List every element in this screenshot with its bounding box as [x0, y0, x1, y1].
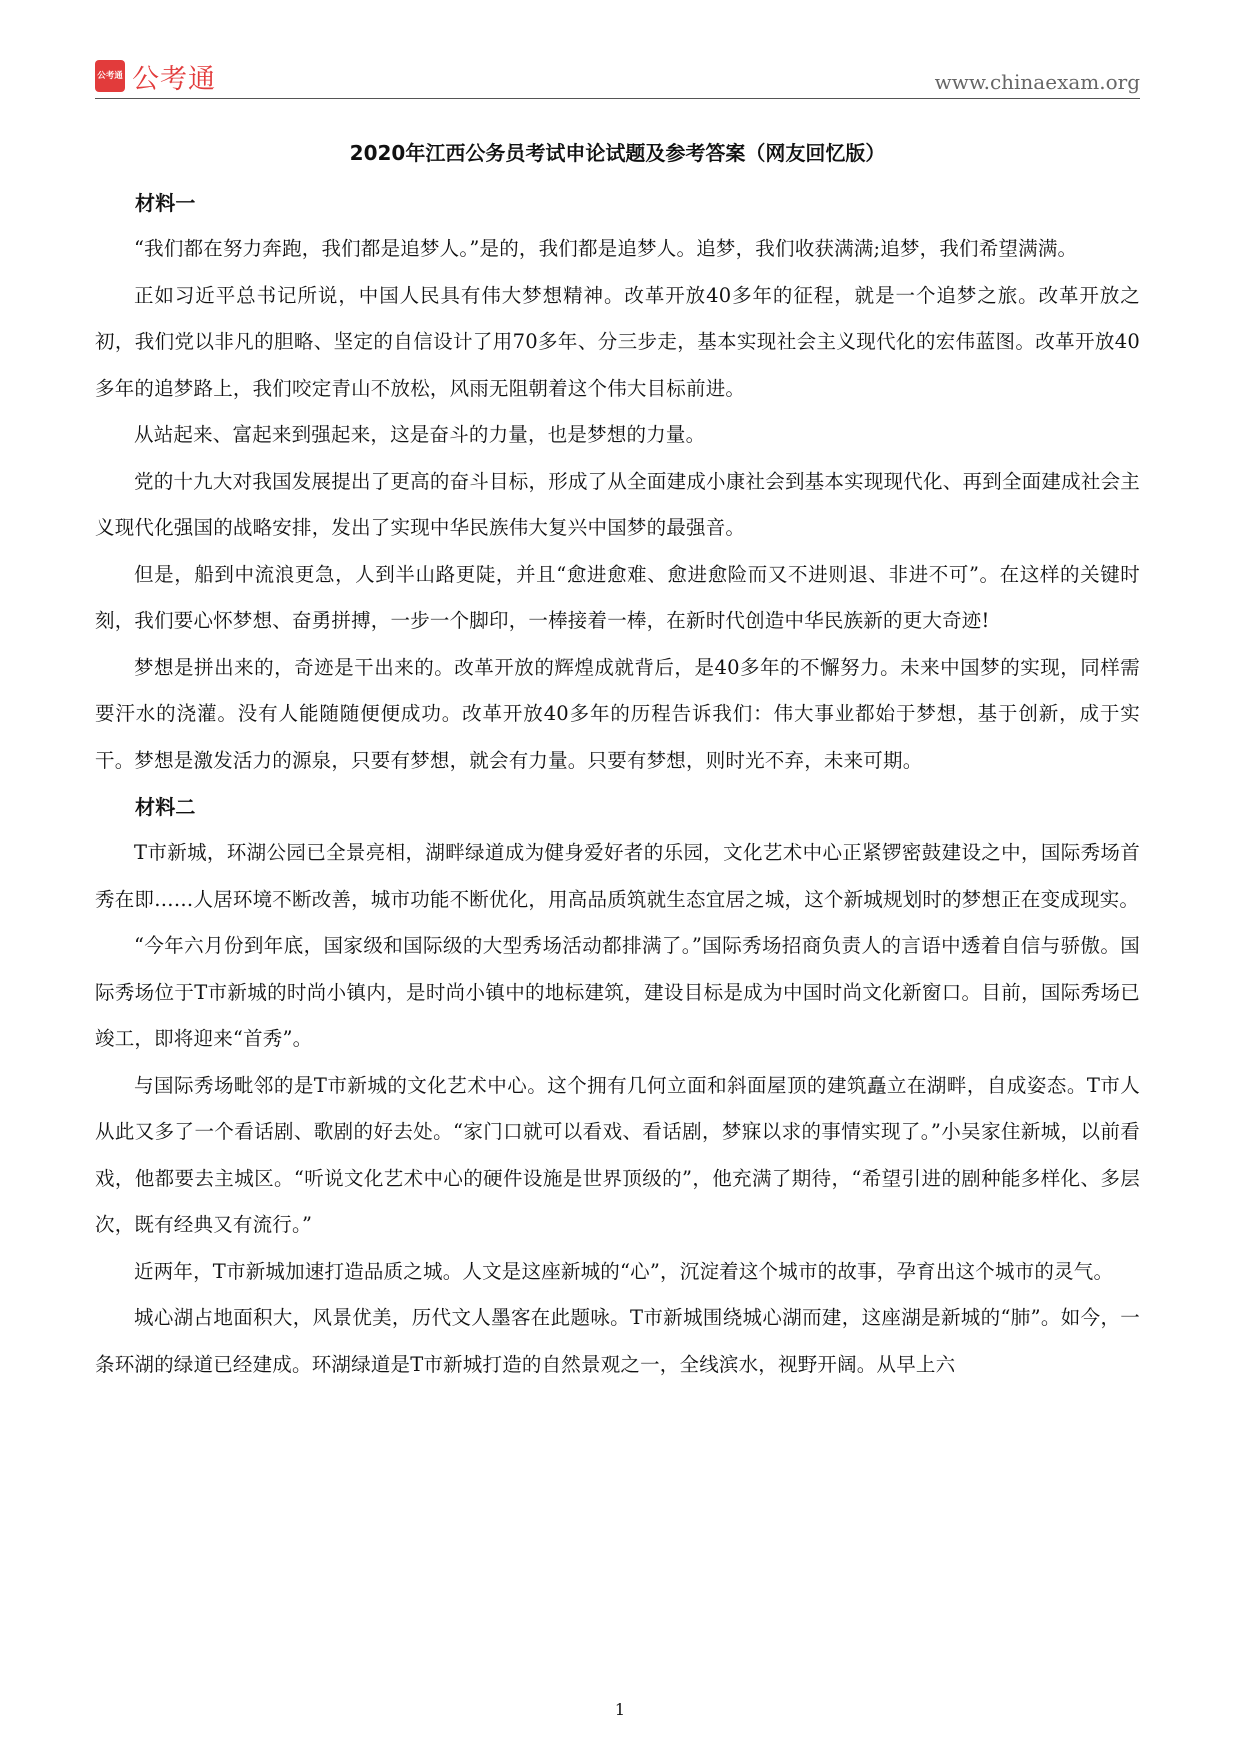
paragraph: 但是，船到中流浪更急，人到半山路更陡，并且“愈进愈难、愈进愈险而又不进则退、非进不可”。在这样的关键时刻，我们要心怀梦想、奋勇拼搏，一步一个脚印，一棒接着一棒，在新时代创造中华民族新的更大奇迹!	[95, 562, 1140, 632]
logo-icon: 公考通	[95, 60, 125, 92]
paragraph: 近两年，T市新城加速打造品质之城。人文是这座新城的“心”，沉淀着这个城市的故事，孕育出这个城市的灵气。	[134, 1259, 1114, 1283]
document-body	[95, 180, 1140, 1388]
section-heading-2: 材料二	[135, 795, 196, 819]
paragraph: 正如习近平总书记所说，中国人民具有伟大梦想精神。改革开放40多年的征程，就是一个追梦之旅。改革开放之初，我们党以非凡的胆略、坚定的自信设计了用70多年、分三步走，基本实现社会主义现代化的宏伟蓝图。改革开放40多年的追梦路上，我们咬定青山不放松，风雨无阻朝着这个伟大目标前进。	[95, 283, 1140, 400]
logo-text: 公考通	[132, 63, 216, 95]
site-url[interactable]: www.chinaexam.org	[934, 70, 1140, 94]
page-number: 1	[614, 1700, 626, 1719]
paragraph: “今年六月份到年底，国家级和国际级的大型秀场活动都排满了。”国际秀场招商负责人的言语中透着自信与骄傲。国际秀场位于T市新城的时尚小镇内，是时尚小镇中的地标建筑，建设目标是成为中国时尚文化新窗口。目前，国际秀场已竣工，即将迎来“首秀”。	[95, 934, 1140, 1050]
section-heading-1: 材料一	[135, 191, 196, 215]
paragraph: 城心湖占地面积大，风景优美，历代文人墨客在此题咏。T市新城围绕城心湖而建，这座湖是新城的“肺”。如今，一条环湖的绿道已经建成。环湖绿道是T市新城打造的自然景观之一，全线滨水，视野开阔。从早上六	[95, 1306, 1140, 1376]
paragraph: 梦想是拼出来的，奇迹是干出来的。改革开放的辉煌成就背后，是40多年的不懈努力。未来中国梦的实现，同样需要汗水的浇灌。没有人能随随便便成功。改革开放40多年的历程告诉我们：伟大事业都始于梦想，基于创新，成于实干。梦想是激发活力的源泉，只要有梦想，就会有力量。只要有梦想，则时光不弃，未来可期。	[95, 655, 1140, 772]
paragraph: “我们都在努力奔跑，我们都是追梦人。”是的，我们都是追梦人。追梦，我们收获满满;追梦，我们希望满满。	[134, 237, 1078, 260]
document-title: 2020年江西公务员考试申论试题及参考答案（网友回忆版）	[349, 141, 886, 165]
brand-logo[interactable]	[95, 58, 216, 94]
paragraph: 从站起来、富起来到强起来，这是奋斗的力量，也是梦想的力量。	[134, 423, 706, 446]
paragraph: T市新城，环湖公园已全景亮相，湖畔绿道成为健身爱好者的乐园，文化艺术中心正紧锣密鼓建设之中，国际秀场首秀在即……人居环境不断改善，城市功能不断优化，用高品质筑就生态宜居之城，这个新城规划时的梦想正在变成现实。	[95, 841, 1140, 911]
paragraph: 党的十九大对我国发展提出了更高的奋斗目标，形成了从全面建成小康社会到基本实现现代化、再到全面建成社会主义现代化强国的战略安排，发出了实现中华民族伟大复兴中国梦的最强音。	[95, 469, 1140, 539]
paragraph: 与国际秀场毗邻的是T市新城的文化艺术中心。这个拥有几何立面和斜面屋顶的建筑矗立在湖畔，自成姿态。T市人从此又多了一个看话剧、歌剧的好去处。“家门口就可以看戏、看话剧，梦寐以求的事情实现了。”小吴家住新城，以前看戏，他都要去主城区。“听说文化艺术中心的硬件设施是世界顶级的”，他充满了期待，“希望引进的剧种能多样化、多层次，既有经典又有流行。”	[95, 1073, 1140, 1236]
page-header	[95, 58, 1140, 99]
